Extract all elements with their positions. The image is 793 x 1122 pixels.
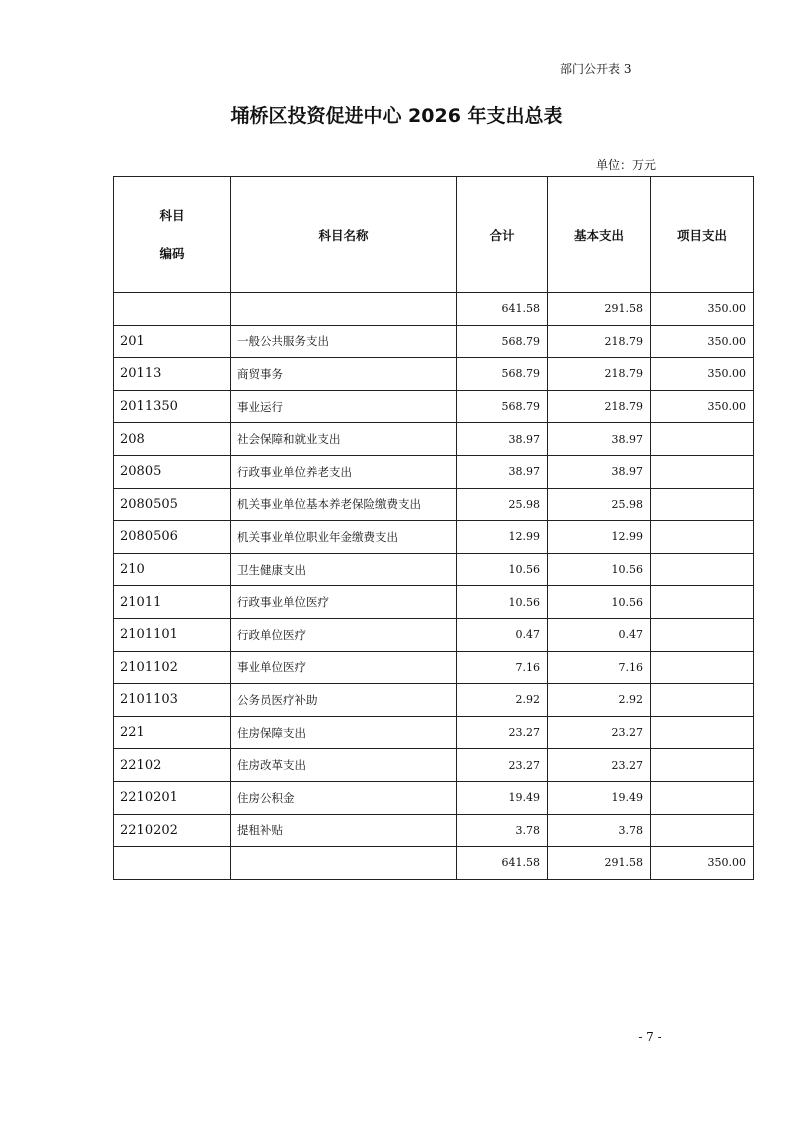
table-row: [114, 325, 754, 358]
row-subject-code: 2101103: [114, 684, 231, 717]
row-project-expenditure: [651, 423, 754, 456]
row-subject-code: 208: [114, 423, 231, 456]
row-subject-name: 公务员医疗补助: [231, 684, 457, 717]
row-basic-expenditure: 23.27: [548, 716, 651, 749]
row-subject-name: 卫生健康支出: [231, 553, 457, 586]
table-row: [114, 814, 754, 847]
row-total: 12.99: [457, 521, 548, 554]
row-subject-code: 2210202: [114, 814, 231, 847]
row-subject-name: 提租补贴: [231, 814, 457, 847]
row-total: 0.47: [457, 618, 548, 651]
header-code-line1: 科目: [159, 207, 185, 223]
row-project-expenditure: [651, 553, 754, 586]
row-subject-code: 22102: [114, 749, 231, 782]
row-total: 23.27: [457, 749, 548, 782]
row-subject-code: 20805: [114, 455, 231, 488]
row-basic-expenditure: 291.58: [548, 293, 651, 326]
row-subject-code: 2011350: [114, 390, 231, 423]
table-row: [114, 781, 754, 814]
row-total: 10.56: [457, 586, 548, 619]
table-row: [114, 618, 754, 651]
row-basic-expenditure: 19.49: [548, 781, 651, 814]
row-basic-expenditure: 38.97: [548, 423, 651, 456]
row-project-expenditure: [651, 488, 754, 521]
row-total: 3.78: [457, 814, 548, 847]
table-row: [114, 293, 754, 326]
row-basic-expenditure: 25.98: [548, 488, 651, 521]
header-subject-name: 科目名称: [231, 177, 457, 293]
row-basic-expenditure: 23.27: [548, 749, 651, 782]
row-project-expenditure: [651, 455, 754, 488]
row-subject-code: 2101102: [114, 651, 231, 684]
row-total: 7.16: [457, 651, 548, 684]
row-basic-expenditure: 10.56: [548, 586, 651, 619]
table-row: [114, 455, 754, 488]
row-project-expenditure: [651, 781, 754, 814]
row-subject-code: 2210201: [114, 781, 231, 814]
row-subject-name: [231, 847, 457, 880]
row-project-expenditure: [651, 618, 754, 651]
row-project-expenditure: 350.00: [651, 390, 754, 423]
row-subject-code: 2101101: [114, 618, 231, 651]
row-subject-name: 社会保障和就业支出: [231, 423, 457, 456]
row-subject-name: 一般公共服务支出: [231, 325, 457, 358]
header-total: 合计: [457, 177, 548, 293]
header-basic-expenditure: 基本支出: [548, 177, 651, 293]
row-project-expenditure: [651, 586, 754, 619]
row-subject-name: 事业单位医疗: [231, 651, 457, 684]
table-row: [114, 553, 754, 586]
row-basic-expenditure: 218.79: [548, 325, 651, 358]
row-total: 25.98: [457, 488, 548, 521]
table-header-row: [114, 177, 754, 293]
row-basic-expenditure: 218.79: [548, 390, 651, 423]
row-total: 641.58: [457, 293, 548, 326]
row-total: 10.56: [457, 553, 548, 586]
table-row: [114, 488, 754, 521]
table-row: [114, 847, 754, 880]
row-basic-expenditure: 7.16: [548, 651, 651, 684]
row-project-expenditure: 350.00: [651, 358, 754, 391]
row-project-expenditure: [651, 684, 754, 717]
row-total: 568.79: [457, 325, 548, 358]
row-project-expenditure: 350.00: [651, 847, 754, 880]
row-total: 23.27: [457, 716, 548, 749]
row-subject-name: 行政事业单位医疗: [231, 586, 457, 619]
row-total: 2.92: [457, 684, 548, 717]
row-project-expenditure: [651, 521, 754, 554]
row-basic-expenditure: 12.99: [548, 521, 651, 554]
page-number: - 7 -: [638, 1030, 662, 1044]
row-basic-expenditure: 38.97: [548, 455, 651, 488]
row-total: 38.97: [457, 455, 548, 488]
row-total: 641.58: [457, 847, 548, 880]
row-subject-name: 住房改革支出: [231, 749, 457, 782]
header-project-expenditure: 项目支出: [651, 177, 754, 293]
row-project-expenditure: [651, 716, 754, 749]
row-subject-name: 住房公积金: [231, 781, 457, 814]
row-subject-code: 210: [114, 553, 231, 586]
row-total: 38.97: [457, 423, 548, 456]
row-basic-expenditure: 10.56: [548, 553, 651, 586]
table-row: [114, 390, 754, 423]
row-basic-expenditure: 3.78: [548, 814, 651, 847]
table-row: [114, 749, 754, 782]
row-basic-expenditure: 291.58: [548, 847, 651, 880]
row-total: 19.49: [457, 781, 548, 814]
table-row: [114, 684, 754, 717]
table-row: [114, 716, 754, 749]
row-subject-code: 20113: [114, 358, 231, 391]
row-subject-name: 事业运行: [231, 390, 457, 423]
expenditure-table: [113, 176, 754, 880]
row-subject-name: 机关事业单位基本养老保险缴费支出: [231, 488, 457, 521]
row-project-expenditure: [651, 651, 754, 684]
form-number: 部门公开表 3: [560, 62, 632, 76]
table-row: [114, 651, 754, 684]
table-row: [114, 586, 754, 619]
row-subject-code: 201: [114, 325, 231, 358]
row-subject-name: 商贸事务: [231, 358, 457, 391]
table-row: [114, 423, 754, 456]
row-basic-expenditure: 0.47: [548, 618, 651, 651]
header-subject-code: [114, 177, 231, 293]
row-subject-code: 2080505: [114, 488, 231, 521]
row-subject-code: 2080506: [114, 521, 231, 554]
row-project-expenditure: 350.00: [651, 325, 754, 358]
row-subject-name: 行政事业单位养老支出: [231, 455, 457, 488]
row-basic-expenditure: 2.92: [548, 684, 651, 717]
page-title: 埇桥区投资促进中心 2026 年支出总表: [230, 105, 563, 127]
row-project-expenditure: [651, 749, 754, 782]
row-total: 568.79: [457, 358, 548, 391]
row-basic-expenditure: 218.79: [548, 358, 651, 391]
row-subject-name: 行政单位医疗: [231, 618, 457, 651]
row-subject-code: 221: [114, 716, 231, 749]
row-subject-name: [231, 293, 457, 326]
row-subject-name: 住房保障支出: [231, 716, 457, 749]
row-subject-code: [114, 293, 231, 326]
row-total: 568.79: [457, 390, 548, 423]
row-subject-name: 机关事业单位职业年金缴费支出: [231, 521, 457, 554]
row-project-expenditure: 350.00: [651, 293, 754, 326]
row-subject-code: [114, 847, 231, 880]
unit-label: 单位：万元: [595, 158, 656, 172]
table-row: [114, 358, 754, 391]
row-project-expenditure: [651, 814, 754, 847]
header-code-line2: 编码: [159, 245, 185, 261]
row-subject-code: 21011: [114, 586, 231, 619]
table-row: [114, 521, 754, 554]
